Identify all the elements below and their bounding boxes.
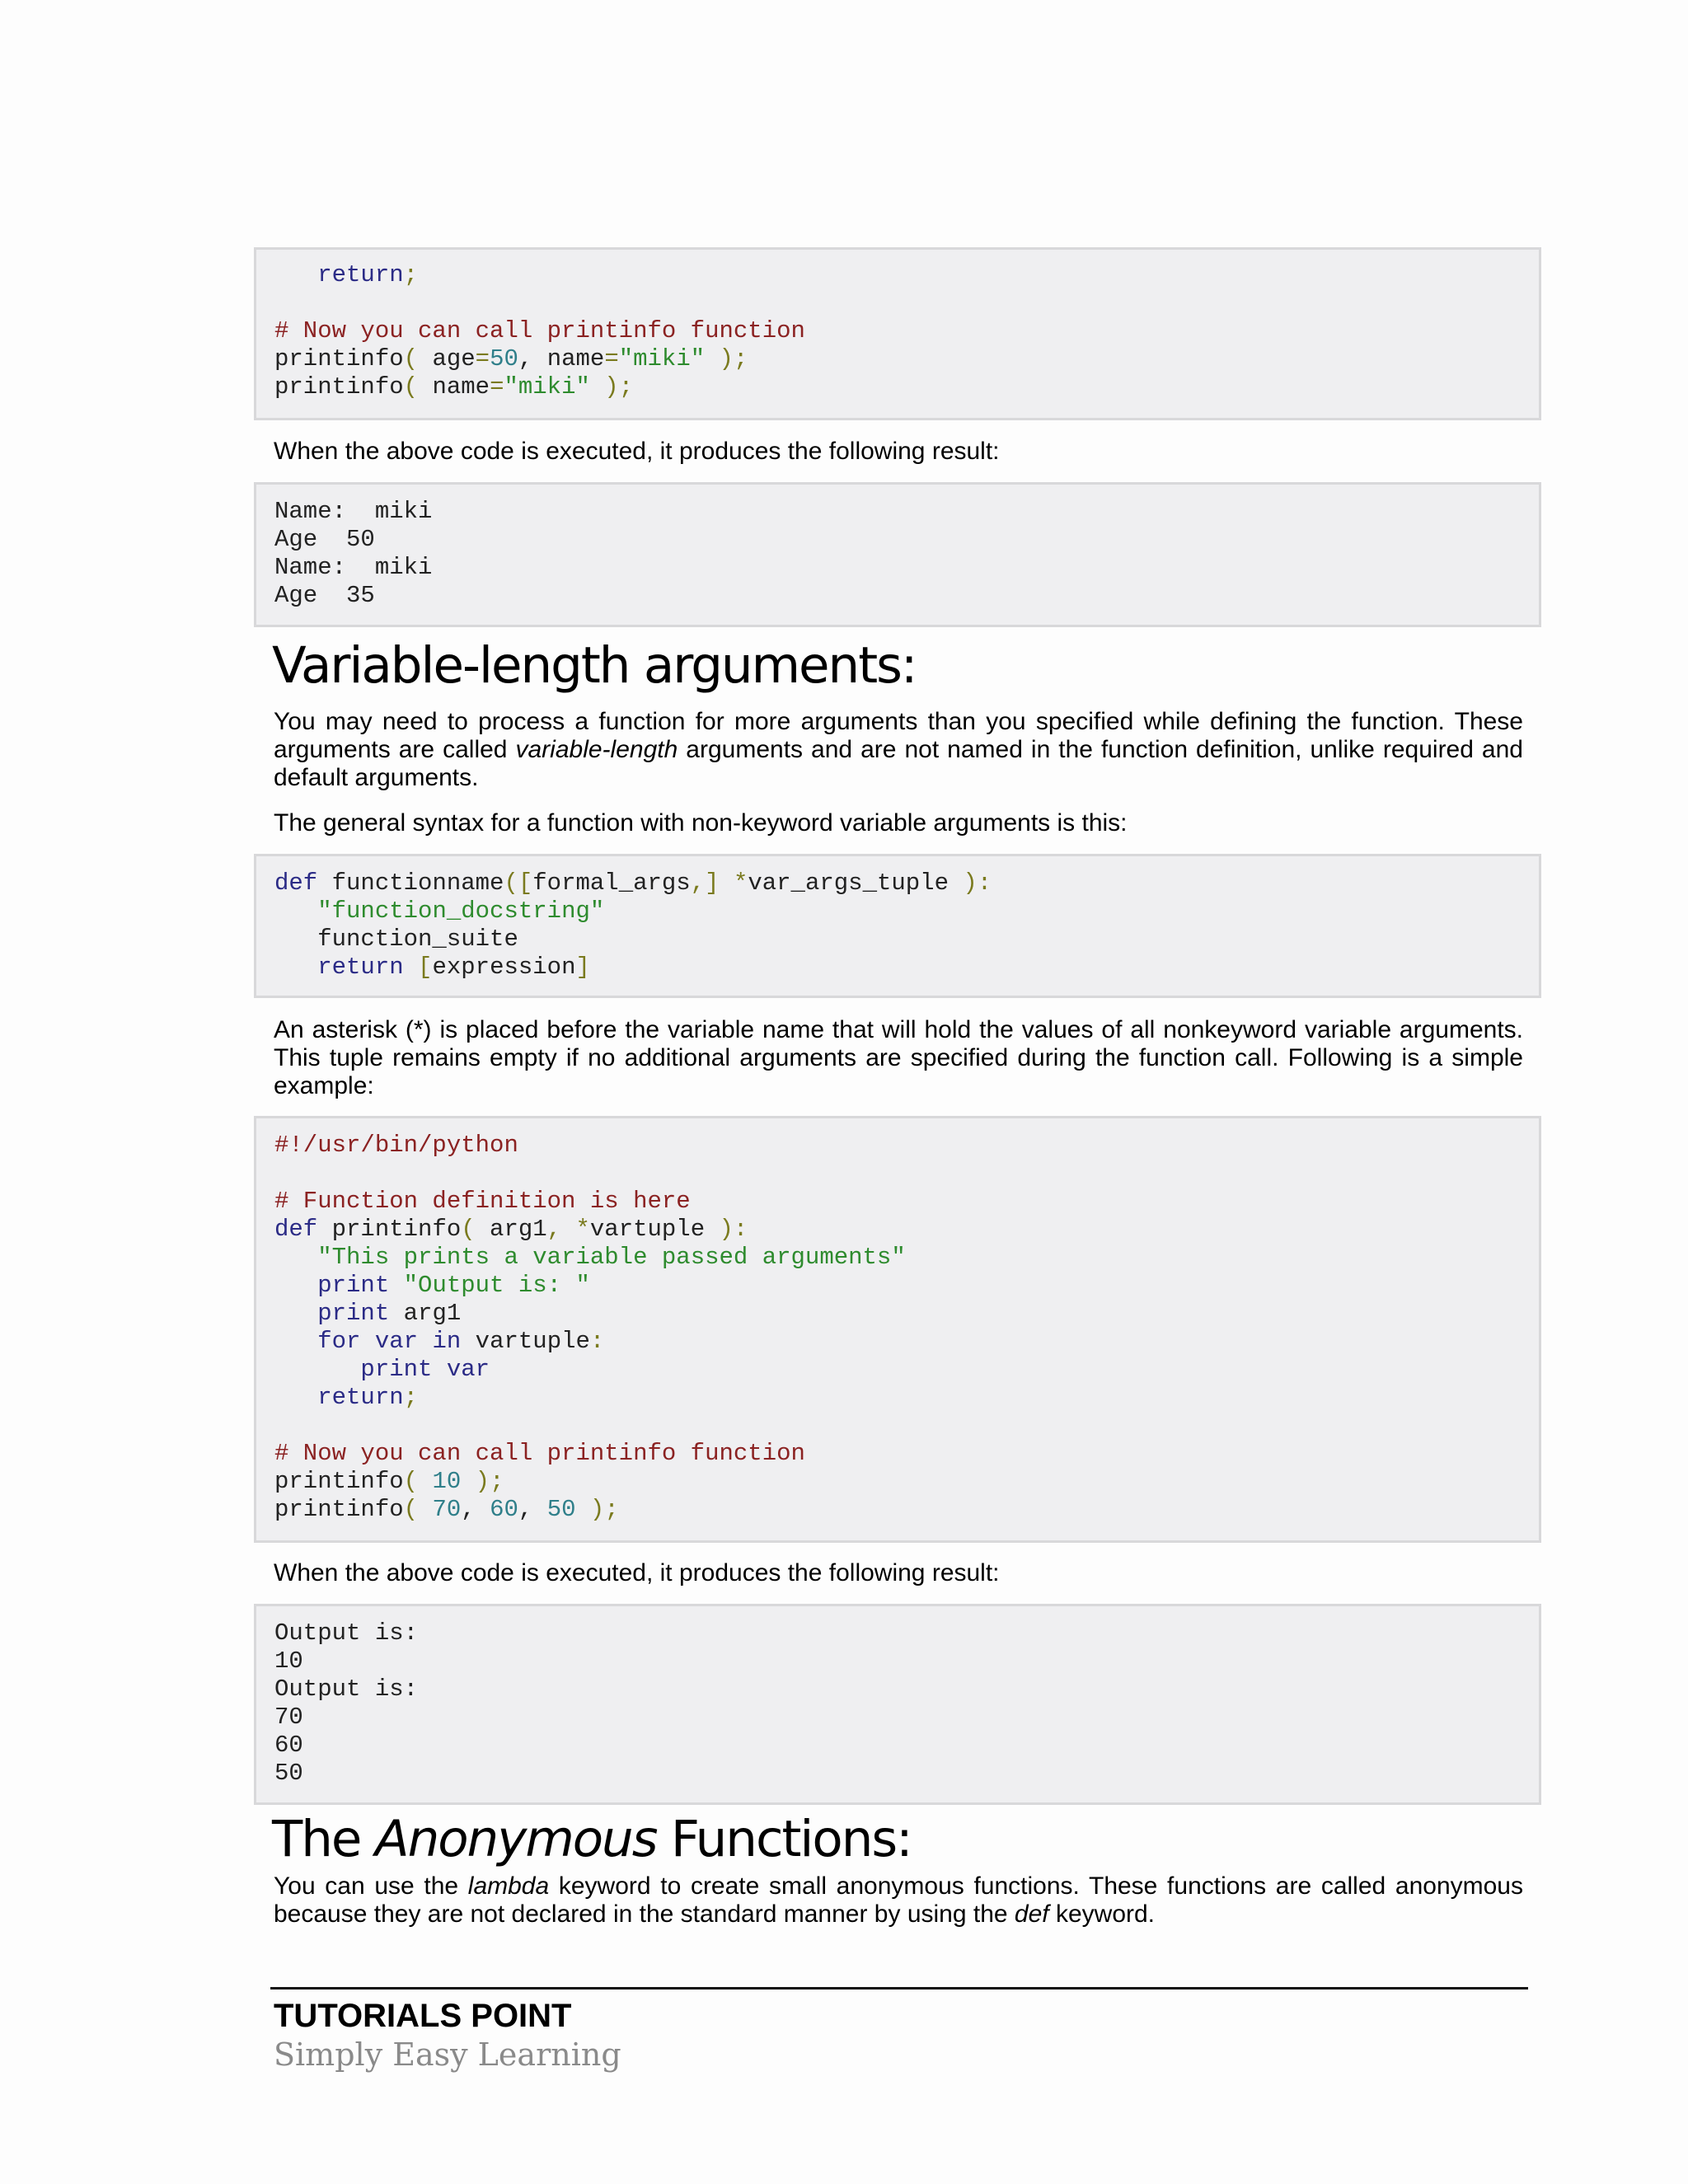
paragraph-anonymous [274,1872,1523,1929]
code-line: "function_docstring" [317,898,605,925]
result-intro: When the above code is executed, it produces the following result: [274,1559,1000,1586]
code-line: printinfo( age=50, name="miki" ); [274,345,748,373]
code-line: Age 35 [274,582,375,609]
code-line: 50 [274,1760,303,1787]
code-line: return [expression] [317,954,590,981]
code-line: # Now you can call printinfo function [274,317,805,344]
para-emphasis: lambda [467,1872,550,1900]
code-text [274,1132,1539,1524]
output-block-vartuple [254,1604,1541,1805]
paragraph-asterisk: An asterisk (*) is placed before the variable name that will hold the values of all nonkeyword variable arguments. This tuple remains empty if no additional arguments are specified during the function call. Following is a simple example: [274,1016,1523,1099]
output-text [274,498,1539,610]
code-line: printinfo( name="miki" ); [274,373,634,401]
code-line: return; [317,261,419,288]
code-line: print "Output is: " [317,1272,590,1299]
code-line: print arg1 [317,1300,462,1327]
code-line: printinfo( 10 ); [274,1468,504,1495]
code-line: #!/usr/bin/python [274,1132,518,1159]
code-text [274,869,1539,982]
output-block-printinfo [254,482,1541,627]
heading-text: The [272,1810,375,1868]
code-line: "This prints a variable passed arguments" [317,1244,906,1271]
code-line: for var in vartuple: [317,1328,605,1355]
paragraph-variable-length [274,708,1523,792]
para-emphasis: def [1014,1900,1049,1928]
code-block-printinfo-calls [254,247,1541,420]
code-line: function_suite [274,926,518,953]
heading-text: Functions: [656,1810,912,1868]
code-text [274,261,1539,401]
para-text: You can use the [274,1872,468,1900]
code-line: Name: miki [274,498,433,525]
code-line: def functionname([formal_args,] *var_args_tuple ): [274,869,992,897]
code-line: Output is: [274,1675,419,1703]
para-emphasis: variable-length [515,736,678,763]
section-heading-anonymous [272,1811,912,1868]
para-text: keyword. [1048,1900,1156,1928]
code-line: print var [360,1356,490,1383]
code-line: # Now you can call printinfo function [274,1440,805,1467]
paragraph-syntax-intro: The general syntax for a function with non-keyword variable arguments is this: [274,809,1128,837]
code-line: Output is: [274,1619,419,1647]
code-line: 10 [274,1647,303,1675]
code-line: def printinfo( arg1, *vartuple ): [274,1216,748,1243]
result-intro: When the above code is executed, it produces the following result: [274,438,1000,465]
output-text [274,1619,1539,1788]
heading-emphasis: Anonymous [374,1810,657,1868]
section-heading-variable-length: Variable-length arguments: [272,636,917,695]
code-line: Name: miki [274,554,433,581]
code-line: 60 [274,1732,303,1759]
para-text: You may need to process a function for more arguments than you specified while defining the function. These arguments are called [274,708,1523,763]
code-block-vartuple-example [254,1116,1541,1543]
code-line: return; [317,1384,419,1411]
footer-tagline: Simply Easy Learning [274,2036,621,2073]
code-block-syntax [254,854,1541,998]
code-line: # Function definition is here [274,1188,691,1215]
footer-brand: TUTORIALS POINT [274,1998,572,2034]
para-text: arguments and are not named in the function definition, unlike required and default arguments. [274,736,1523,791]
code-line: printinfo( 70, 60, 50 ); [274,1496,619,1523]
code-line: Age 50 [274,526,375,553]
footer-divider [270,1987,1528,1990]
para-text: keyword to create small anonymous functions. These functions are called anonymous because they are not declared in the standard manner by using the [274,1872,1523,1928]
code-line: 70 [274,1704,303,1731]
